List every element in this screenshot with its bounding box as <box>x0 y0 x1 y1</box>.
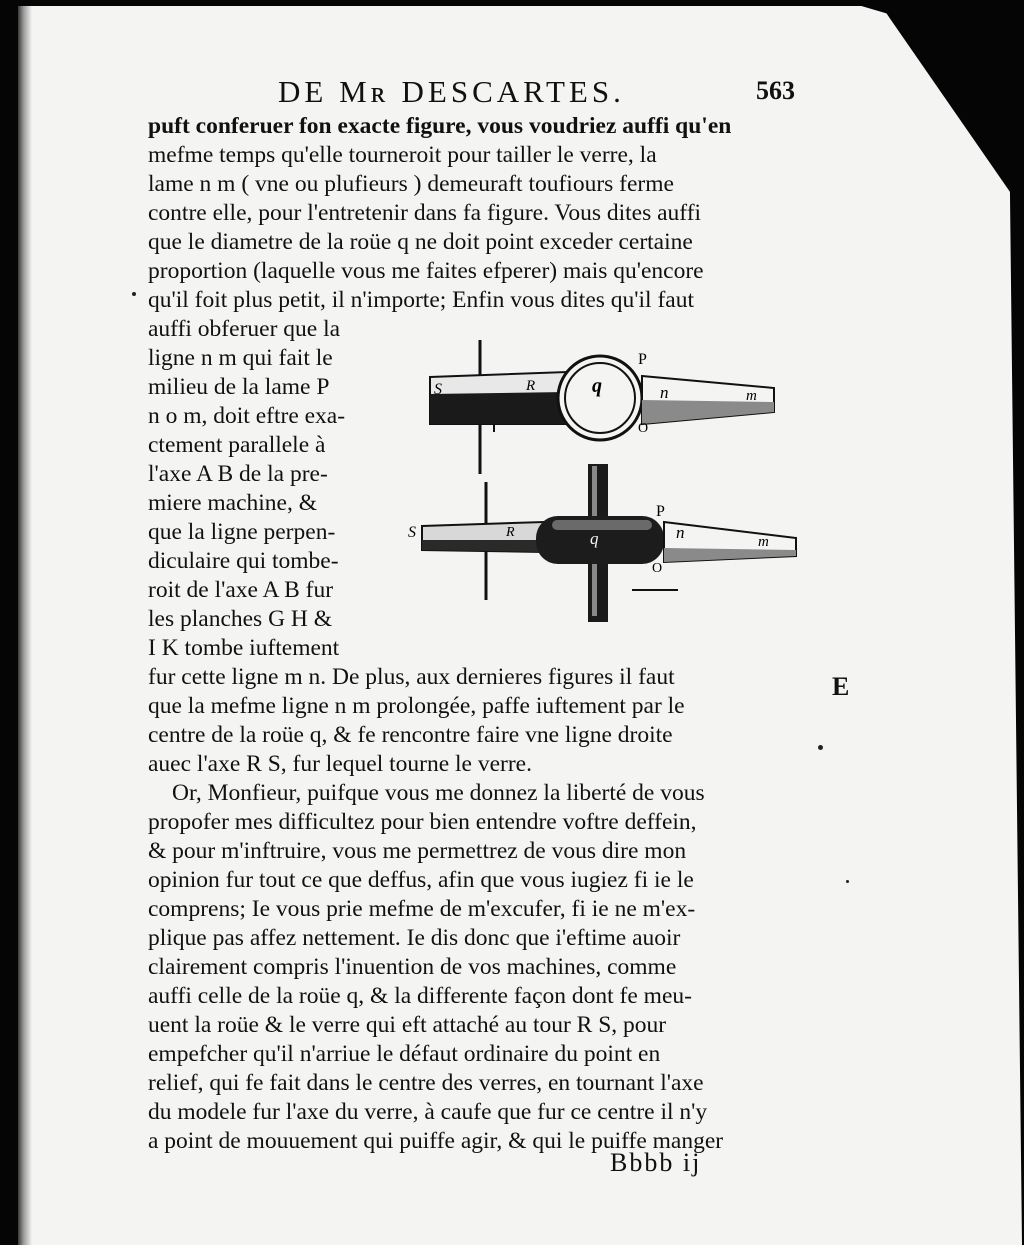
bottom-label-s: S <box>408 524 416 541</box>
text-line-5: que le diametre de la roüe q ne doit point exceder certaine <box>148 229 693 255</box>
running-title: DE Mʀ DESCARTES. <box>278 74 625 109</box>
ink-speck <box>132 292 136 296</box>
bottom-label-o: O <box>652 561 663 576</box>
text-line-19: I K tombe iuftement <box>148 635 340 661</box>
text-line-12: ctement parallele à <box>148 432 326 458</box>
top-label-n: n <box>660 383 669 402</box>
text-line-7: qu'il foit plus petit, il n'importe; Enfin vous dites qu'il faut <box>148 287 694 313</box>
text-line-13: l'axe A B de la pre- <box>148 461 328 487</box>
text-line-33: empefcher qu'il n'arriue le défaut ordinaire du point en <box>148 1041 661 1067</box>
text-line-30: clairement compris l'inuention de vos machines, comme <box>148 954 677 980</box>
text-line-31: auffi celle de la roüe q, & la differente façon dont fe meu- <box>148 983 692 1009</box>
text-line-25: propofer mes difficultez pour bien entendre voftre deffein, <box>148 809 697 835</box>
text-line-22: centre de la roüe q, & fe rencontre faire vne ligne droite <box>148 722 673 748</box>
ink-speck <box>846 880 849 883</box>
text-line-24: Or, Monfieur, puifque vous me donnez la liberté de vous <box>172 780 705 806</box>
scan-shadow-edge <box>18 6 32 1245</box>
signature-mark: Bbbb ij <box>610 1148 702 1177</box>
text-line-27: opinion fur tout ce que deffus, afin que vous iugiez fi ie le <box>148 867 694 893</box>
text-line-35: du modele fur l'axe du verre, à caufe que fur ce centre il n'y <box>148 1099 708 1125</box>
page-header <box>0 74 1024 114</box>
top-label-r: R <box>526 378 536 394</box>
text-line-17: roit de l'axe A B fur <box>148 577 334 603</box>
top-label-o: O <box>638 421 649 436</box>
bottom-wheel-highlight <box>552 520 652 530</box>
text-line-11: n o m, doit eftre exa- <box>148 403 346 429</box>
bottom-machine-drawing <box>408 464 796 622</box>
text-line-34: relief, qui fe fait dans le centre des verres, en tournant l'axe <box>148 1070 704 1096</box>
machine-figure <box>402 332 802 632</box>
text-line-15: que la ligne perpen- <box>148 519 336 545</box>
text-line-4: contre elle, pour l'entretenir dans fa figure. Vous dites auffi <box>148 200 702 226</box>
bottom-label-n: n <box>676 523 685 542</box>
text-line-32: uent la roüe & le verre qui eft attaché au tour R S, pour <box>148 1012 667 1038</box>
bottom-label-r: R <box>506 525 515 540</box>
margin-letter: E <box>832 672 850 701</box>
text-line-20: fur cette ligne m n. De plus, aux dernieres figures il faut <box>148 664 675 690</box>
top-wheel-inner <box>565 363 635 433</box>
page-number: 563 <box>756 76 795 105</box>
text-line-18: les planches G H & <box>148 606 333 632</box>
text-line-29: plique pas affez nettement. Ie dis donc que i'eftime auoir <box>148 925 681 951</box>
text-line-16: diculaire qui tombe- <box>148 548 339 574</box>
bottom-label-q: q <box>590 529 599 548</box>
top-label-s: S <box>434 381 442 398</box>
text-line-6: proportion (laquelle vous me faites efperer) mais qu'encore <box>148 258 704 284</box>
text-line-3: lame n m ( vne ou plufieurs ) demeuraft toufiours ferme <box>148 171 674 197</box>
text-line-1: puft conferuer fon exacte figure, vous voudriez auffi qu'en <box>148 113 732 139</box>
text-line-36: a point de mouuement qui puiffe agir, & qui le puiffe manger <box>148 1128 724 1154</box>
text-line-2: mefme temps qu'elle tourneroit pour tailler le verre, la <box>148 142 657 168</box>
text-line-8: auffi obferuer que la <box>148 316 341 342</box>
bottom-shaft-shadow <box>422 540 544 552</box>
bottom-label-m: m <box>758 534 769 550</box>
top-machine-drawing <box>430 340 774 474</box>
top-label-q: q <box>592 375 602 397</box>
top-label-p: P <box>638 351 647 368</box>
text-line-28: comprens; Ie vous prie mefme de m'excufer, fi ie ne m'ex- <box>148 896 696 922</box>
top-label-m: m <box>746 388 757 404</box>
top-shaft-shadow <box>430 392 567 424</box>
ink-speck <box>818 745 823 750</box>
text-line-23: auec l'axe R S, fur lequel tourne le verre. <box>148 751 532 777</box>
text-line-26: & pour m'inftruire, vous me permettrez de vous dire mon <box>148 838 687 864</box>
text-line-21: que la mefme ligne n m prolongée, paffe iuftement par le <box>148 693 685 719</box>
text-line-9: ligne n m qui fait le <box>148 345 333 371</box>
text-line-14: miere machine, & <box>148 490 317 516</box>
bottom-label-p: P <box>656 503 665 520</box>
text-line-10: milieu de la lame P <box>148 374 330 400</box>
